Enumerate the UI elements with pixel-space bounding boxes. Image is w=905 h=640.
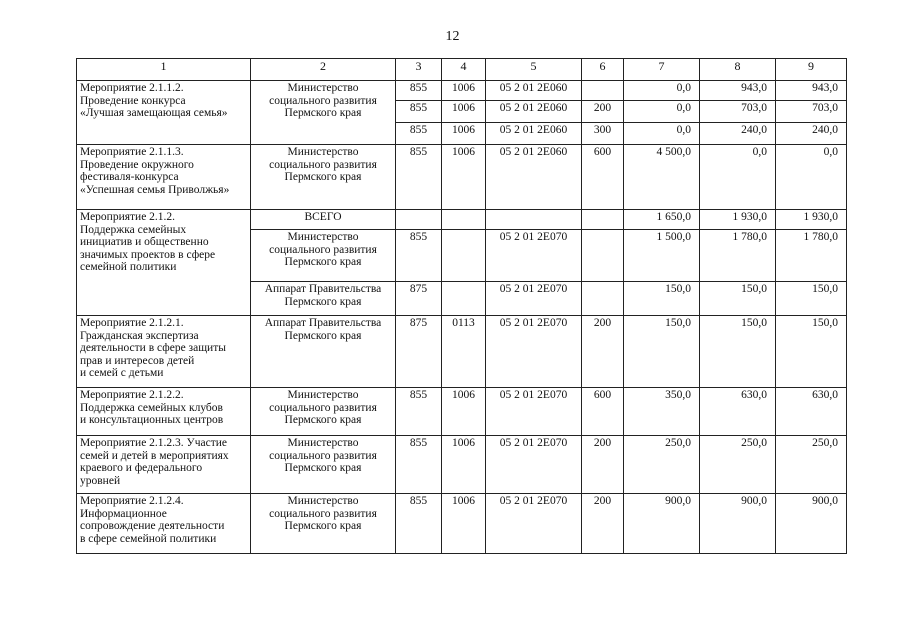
section-code: 1006 — [442, 101, 486, 123]
amount-year-1: 0,0 — [624, 123, 700, 145]
executor-name: Министерство социального развития Пермского края — [251, 81, 396, 145]
ministry-code: 855 — [396, 230, 442, 282]
amount-year-2: 250,0 — [700, 436, 776, 494]
event-name: Мероприятие 2.1.2.3. Участие семей и детей в мероприятиях краевого и федерального уровней — [77, 436, 251, 494]
amount-year-2: 150,0 — [700, 282, 776, 316]
section-code: 1006 — [442, 145, 486, 210]
amount-year-2: 1 780,0 — [700, 230, 776, 282]
ministry-code: 855 — [396, 101, 442, 123]
amount-year-2: 630,0 — [700, 388, 776, 436]
header-cell: 7 — [624, 59, 700, 81]
target-article-code: 05 2 01 2Е070 — [486, 230, 582, 282]
event-name: Мероприятие 2.1.1.3. Проведение окружного фестиваля-конкурса «Успешная семья Приволжья» — [77, 145, 251, 210]
amount-year-1: 1 650,0 — [624, 210, 700, 230]
amount-year-3: 943,0 — [776, 81, 847, 101]
amount-year-3: 150,0 — [776, 316, 847, 388]
event-name: Мероприятие 2.1.2.4. Информационное сопровождение деятельности в сфере семейной политики — [77, 494, 251, 554]
table-row — [77, 145, 847, 210]
event-name: Мероприятие 2.1.2.2. Поддержка семейных клубов и консультационных центров — [77, 388, 251, 436]
budget-table — [76, 58, 847, 554]
event-name: Мероприятие 2.1.2. Поддержка семейных инициатив и общественно значимых проектов в сфере семейной политики — [77, 210, 251, 316]
ministry-code: 855 — [396, 145, 442, 210]
target-article-code: 05 2 01 2Е070 — [486, 388, 582, 436]
section-code: 1006 — [442, 81, 486, 101]
ministry-code: 855 — [396, 494, 442, 554]
amount-year-2: 900,0 — [700, 494, 776, 554]
amount-year-3: 630,0 — [776, 388, 847, 436]
expense-type-code: 200 — [582, 316, 624, 388]
header-cell: 3 — [396, 59, 442, 81]
ministry-code: 855 — [396, 388, 442, 436]
table-row — [77, 210, 847, 230]
section-code — [442, 282, 486, 316]
amount-year-3: 250,0 — [776, 436, 847, 494]
executor-name: Министерство социального развития Пермского края — [251, 436, 396, 494]
section-code — [442, 210, 486, 230]
table-row — [77, 436, 847, 494]
header-cell: 9 — [776, 59, 847, 81]
ministry-code — [396, 210, 442, 230]
target-article-code: 05 2 01 2Е070 — [486, 436, 582, 494]
section-code: 1006 — [442, 123, 486, 145]
executor-name: Министерство социального развития Пермского края — [251, 145, 396, 210]
target-article-code — [486, 210, 582, 230]
header-cell: 2 — [251, 59, 396, 81]
executor-name: Министерство социального развития Пермского края — [251, 388, 396, 436]
executor-name: Министерство социального развития Пермского края — [251, 494, 396, 554]
executor-name: ВСЕГО — [251, 210, 396, 230]
header-cell: 8 — [700, 59, 776, 81]
expense-type-code: 600 — [582, 388, 624, 436]
amount-year-1: 150,0 — [624, 316, 700, 388]
header-row — [77, 59, 847, 81]
amount-year-2: 703,0 — [700, 101, 776, 123]
amount-year-3: 703,0 — [776, 101, 847, 123]
amount-year-2: 0,0 — [700, 145, 776, 210]
target-article-code: 05 2 01 2Е060 — [486, 145, 582, 210]
header-cell: 1 — [77, 59, 251, 81]
amount-year-1: 900,0 — [624, 494, 700, 554]
table-row — [77, 316, 847, 388]
header-cell: 4 — [442, 59, 486, 81]
executor-name: Аппарат Правительства Пермского края — [251, 282, 396, 316]
ministry-code: 855 — [396, 123, 442, 145]
expense-type-code: 600 — [582, 145, 624, 210]
ministry-code: 875 — [396, 316, 442, 388]
executor-name: Министерство социального развития Пермского края — [251, 230, 396, 282]
section-code: 1006 — [442, 388, 486, 436]
amount-year-1: 0,0 — [624, 101, 700, 123]
table-row — [77, 81, 847, 101]
table-row — [77, 388, 847, 436]
amount-year-1: 150,0 — [624, 282, 700, 316]
table-row — [77, 494, 847, 554]
ministry-code: 875 — [396, 282, 442, 316]
expense-type-code — [582, 282, 624, 316]
expense-type-code — [582, 210, 624, 230]
expense-type-code — [582, 81, 624, 101]
amount-year-1: 250,0 — [624, 436, 700, 494]
amount-year-1: 4 500,0 — [624, 145, 700, 210]
amount-year-1: 350,0 — [624, 388, 700, 436]
amount-year-3: 240,0 — [776, 123, 847, 145]
target-article-code: 05 2 01 2Е060 — [486, 81, 582, 101]
amount-year-2: 1 930,0 — [700, 210, 776, 230]
header-cell: 6 — [582, 59, 624, 81]
amount-year-1: 0,0 — [624, 81, 700, 101]
expense-type-code: 200 — [582, 436, 624, 494]
amount-year-3: 150,0 — [776, 282, 847, 316]
page-number: 12 — [445, 29, 460, 44]
amount-year-1: 1 500,0 — [624, 230, 700, 282]
amount-year-3: 1 780,0 — [776, 230, 847, 282]
target-article-code: 05 2 01 2Е070 — [486, 494, 582, 554]
amount-year-3: 0,0 — [776, 145, 847, 210]
expense-type-code: 200 — [582, 494, 624, 554]
ministry-code: 855 — [396, 81, 442, 101]
target-article-code: 05 2 01 2Е070 — [486, 282, 582, 316]
section-code — [442, 230, 486, 282]
section-code: 1006 — [442, 436, 486, 494]
target-article-code: 05 2 01 2Е060 — [486, 123, 582, 145]
event-name: Мероприятие 2.1.1.2. Проведение конкурса «Лучшая замещающая семья» — [77, 81, 251, 145]
ministry-code: 855 — [396, 436, 442, 494]
amount-year-2: 240,0 — [700, 123, 776, 145]
amount-year-2: 943,0 — [700, 81, 776, 101]
section-code: 1006 — [442, 494, 486, 554]
expense-type-code — [582, 230, 624, 282]
amount-year-2: 150,0 — [700, 316, 776, 388]
expense-type-code: 200 — [582, 101, 624, 123]
event-name: Мероприятие 2.1.2.1. Гражданская экспертиза деятельности в сфере защиты прав и интересов детей и семей с детьми — [77, 316, 251, 388]
section-code: 0113 — [442, 316, 486, 388]
expense-type-code: 300 — [582, 123, 624, 145]
target-article-code: 05 2 01 2Е060 — [486, 101, 582, 123]
target-article-code: 05 2 01 2Е070 — [486, 316, 582, 388]
header-cell: 5 — [486, 59, 582, 81]
amount-year-3: 900,0 — [776, 494, 847, 554]
amount-year-3: 1 930,0 — [776, 210, 847, 230]
executor-name: Аппарат Правительства Пермского края — [251, 316, 396, 388]
